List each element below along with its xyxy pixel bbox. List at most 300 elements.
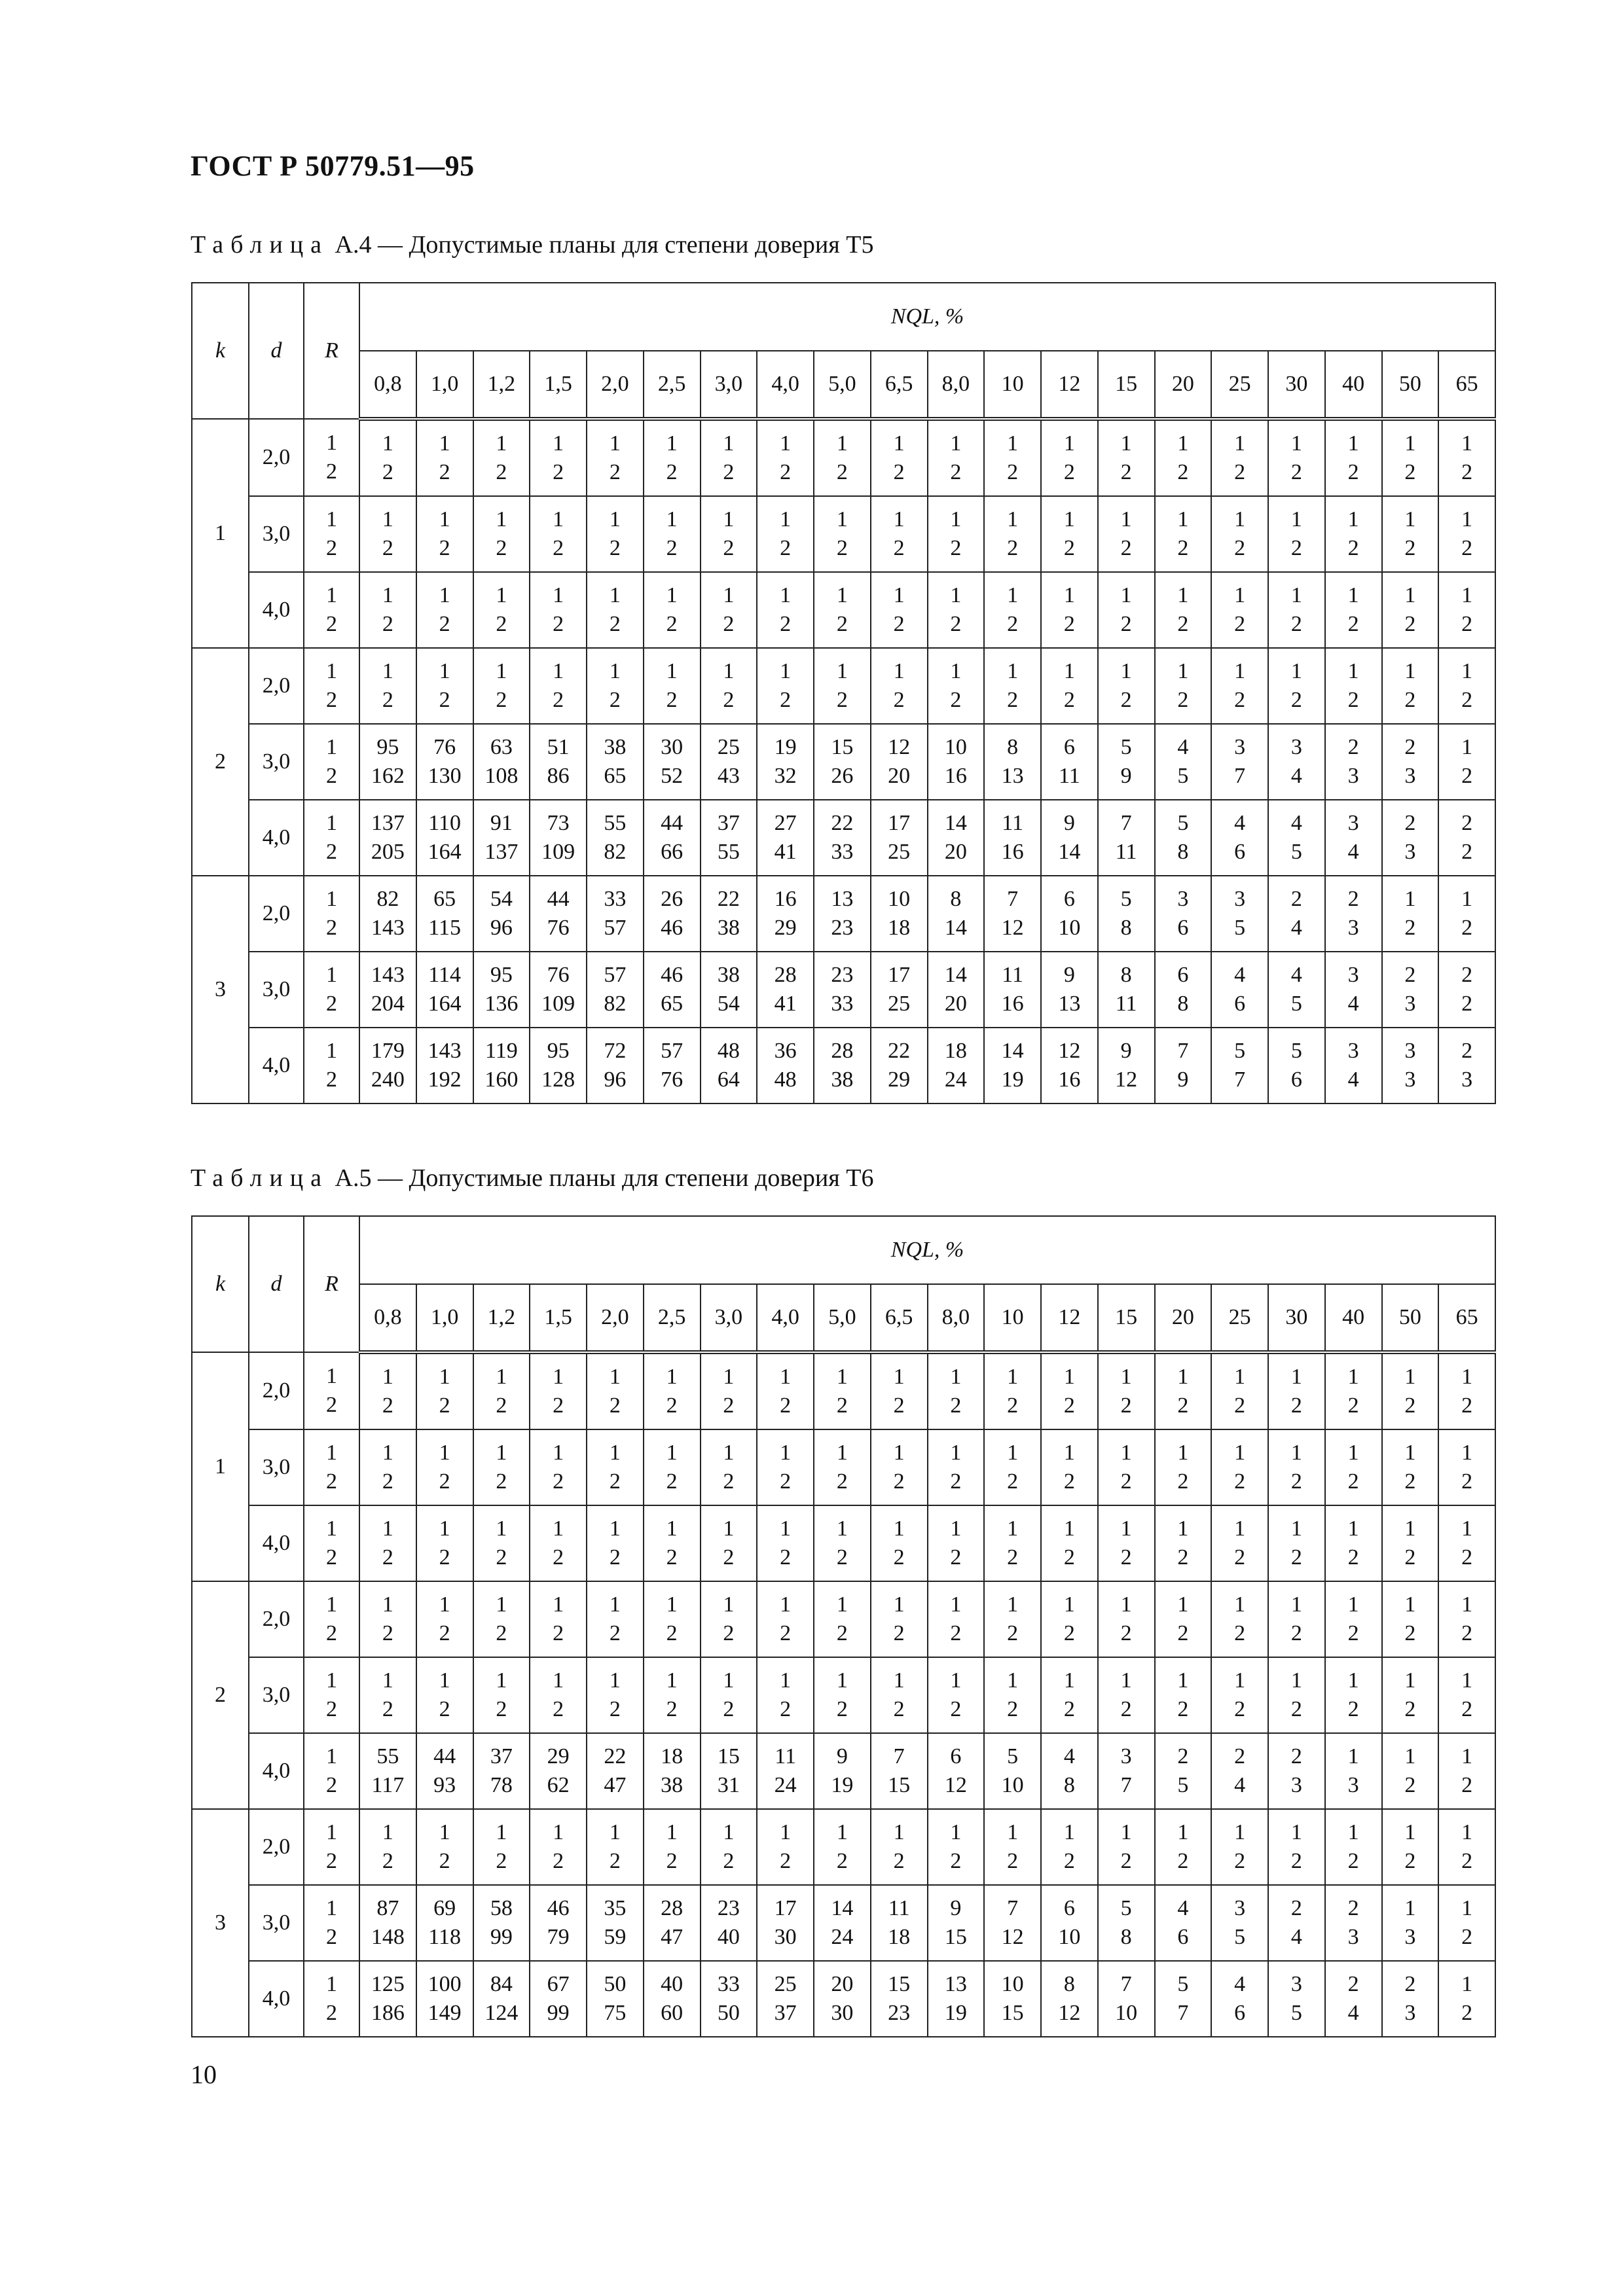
plan-cell bbox=[871, 1657, 928, 1733]
plan-cell-top: 37 bbox=[717, 811, 740, 835]
r-bottom: 2 bbox=[326, 1469, 337, 1494]
nql-value-header: 1,5 bbox=[530, 1284, 587, 1352]
plan-cell-top: 1 bbox=[1461, 1820, 1473, 1844]
plan-cell bbox=[644, 1028, 701, 1103]
plan-cell-top: 19 bbox=[774, 735, 797, 759]
plan-cell bbox=[1041, 1961, 1098, 2037]
plan-cell-top: 1 bbox=[1347, 1592, 1359, 1617]
plan-cell bbox=[587, 800, 644, 876]
plan-cell-bottom: 2 bbox=[1234, 1697, 1246, 1721]
plan-cell-bottom: 2 bbox=[496, 1697, 507, 1721]
plan-cell bbox=[587, 876, 644, 952]
plan-cell bbox=[530, 1352, 587, 1429]
r-cell bbox=[304, 1581, 359, 1657]
plan-cell bbox=[928, 724, 985, 800]
plan-cell-top: 1 bbox=[1290, 1365, 1302, 1389]
table-row bbox=[192, 800, 1495, 876]
plan-cell-bottom: 204 bbox=[371, 992, 405, 1016]
plan-cell-top: 1 bbox=[1461, 887, 1473, 911]
plan-cell-top: 1 bbox=[496, 583, 507, 607]
plan-cell bbox=[814, 876, 871, 952]
plan-cell bbox=[644, 419, 701, 496]
plan-cell-top: 3 bbox=[1347, 811, 1359, 835]
plan-cell bbox=[1382, 1657, 1439, 1733]
plan-cell bbox=[1098, 1028, 1155, 1103]
plan-cell-top: 13 bbox=[944, 1972, 967, 1996]
plan-cell-top: 1 bbox=[553, 1668, 564, 1693]
plan-cell bbox=[814, 1657, 871, 1733]
plan-cell-top: 1 bbox=[1404, 1820, 1416, 1844]
plan-cell bbox=[984, 1581, 1041, 1657]
plan-cell-bottom: 4 bbox=[1290, 1925, 1302, 1949]
plan-cell-bottom: 3 bbox=[1347, 1925, 1359, 1949]
plan-cell bbox=[1041, 1581, 1098, 1657]
plan-cell bbox=[359, 1809, 416, 1885]
plan-cell bbox=[1268, 1657, 1325, 1733]
plan-cell bbox=[530, 1809, 587, 1885]
plan-cell-top: 1 bbox=[666, 659, 678, 683]
d-cell: 2,0 bbox=[249, 1809, 304, 1885]
plan-cell bbox=[359, 419, 416, 496]
plan-cell bbox=[1098, 952, 1155, 1028]
plan-cell-bottom: 2 bbox=[666, 1697, 678, 1721]
plan-cell-top: 1 bbox=[1404, 1516, 1416, 1541]
plan-cell bbox=[1268, 876, 1325, 952]
plan-cell-bottom: 11 bbox=[1115, 992, 1137, 1016]
plan-cell-bottom: 20 bbox=[888, 764, 911, 788]
plan-cell-bottom: 2 bbox=[496, 612, 507, 636]
plan-cell-top: 1 bbox=[553, 431, 564, 456]
plan-cell bbox=[473, 876, 530, 952]
plan-cell-top: 1 bbox=[1404, 1592, 1416, 1617]
plan-cell bbox=[416, 876, 473, 952]
plan-cell-top: 1 bbox=[1461, 1516, 1473, 1541]
plan-cell-bottom: 2 bbox=[1347, 612, 1359, 636]
plan-cell-bottom: 2 bbox=[382, 1849, 393, 1873]
r-bottom: 2 bbox=[326, 1067, 337, 1092]
plan-cell bbox=[587, 496, 644, 572]
plan-cell bbox=[1438, 1733, 1495, 1809]
plan-cell bbox=[530, 1505, 587, 1581]
plan-cell-bottom: 8 bbox=[1120, 1925, 1132, 1949]
plan-cell-bottom: 2 bbox=[1290, 1469, 1302, 1494]
plan-cell-bottom: 2 bbox=[1177, 1621, 1189, 1645]
plan-cell bbox=[1155, 648, 1212, 724]
plan-cell-bottom: 19 bbox=[1001, 1067, 1024, 1092]
plan-cell bbox=[1382, 1885, 1439, 1961]
plan-cell bbox=[1098, 496, 1155, 572]
plan-cell-top: 1 bbox=[609, 659, 621, 683]
page-number: 10 bbox=[191, 2060, 217, 2089]
plan-cell-top: 1 bbox=[382, 507, 393, 531]
plan-cell bbox=[530, 952, 587, 1028]
plan-cell bbox=[928, 1028, 985, 1103]
plan-cell-bottom: 2 bbox=[496, 1621, 507, 1645]
plan-cell bbox=[1438, 419, 1495, 496]
plan-cell-top: 9 bbox=[1063, 811, 1075, 835]
nql-value-header: 10 bbox=[984, 351, 1041, 419]
plan-cell bbox=[473, 1885, 530, 1961]
d-cell: 4,0 bbox=[249, 1505, 304, 1581]
plan-cell bbox=[473, 1733, 530, 1809]
plan-cell-bottom: 2 bbox=[666, 612, 678, 636]
plan-cell-bottom: 2 bbox=[609, 1545, 621, 1570]
plan-cell-top: 1 bbox=[609, 583, 621, 607]
plan-cell-top: 1 bbox=[780, 583, 792, 607]
plan-cell bbox=[473, 1961, 530, 2037]
table-row bbox=[192, 1352, 1495, 1429]
plan-cell-bottom: 25 bbox=[888, 840, 911, 864]
nql-value-header: 5,0 bbox=[814, 351, 871, 419]
plan-cell-top: 1 bbox=[780, 1365, 792, 1389]
plan-cell-top: 1 bbox=[1007, 1516, 1019, 1541]
plan-cell-top: 1 bbox=[553, 659, 564, 683]
nql-value-header: 0,8 bbox=[359, 351, 416, 419]
plan-cell-top: 1 bbox=[496, 1365, 507, 1389]
plan-cell-top: 1 bbox=[496, 1668, 507, 1693]
plan-cell-top: 44 bbox=[433, 1744, 456, 1768]
plan-cell bbox=[1438, 1581, 1495, 1657]
plan-cell-bottom: 5 bbox=[1290, 840, 1302, 864]
plan-cell-bottom: 2 bbox=[439, 1621, 450, 1645]
plan-cell bbox=[928, 419, 985, 496]
plan-cell-bottom: 6 bbox=[1177, 1925, 1189, 1949]
plan-cell-bottom: 2 bbox=[1120, 1849, 1132, 1873]
plan-cell-top: 1 bbox=[1404, 1668, 1416, 1693]
r-cell bbox=[304, 419, 359, 496]
plan-cell bbox=[1325, 952, 1382, 1028]
r-bottom: 2 bbox=[326, 916, 337, 940]
plan-cell-top: 1 bbox=[666, 583, 678, 607]
r-top: 1 bbox=[326, 811, 337, 835]
plan-cell-bottom: 2 bbox=[553, 536, 564, 560]
plan-cell-bottom: 2 bbox=[666, 536, 678, 560]
plan-cell-top: 11 bbox=[775, 1744, 796, 1768]
plan-cell bbox=[1211, 648, 1268, 724]
nql-value-header: 12 bbox=[1041, 1284, 1098, 1352]
plan-cell-top: 1 bbox=[836, 1516, 848, 1541]
plan-cell-bottom: 10 bbox=[1058, 916, 1081, 940]
plan-cell-bottom: 2 bbox=[723, 536, 735, 560]
plan-cell-bottom: 31 bbox=[717, 1773, 740, 1797]
plan-cell-bottom: 2 bbox=[439, 460, 450, 484]
plan-cell-bottom: 5 bbox=[1290, 992, 1302, 1016]
r-bottom: 2 bbox=[326, 1773, 337, 1797]
plan-cell-bottom: 46 bbox=[661, 916, 684, 940]
plan-cell bbox=[757, 1657, 814, 1733]
plan-cell-top: 2 bbox=[1290, 887, 1302, 911]
plan-cell-bottom: 2 bbox=[836, 688, 848, 712]
plan-cell-top: 1 bbox=[1290, 1820, 1302, 1844]
plan-cell-top: 125 bbox=[371, 1972, 405, 1996]
plan-cell bbox=[587, 1505, 644, 1581]
plan-cell-bottom: 2 bbox=[1007, 688, 1019, 712]
plan-cell-bottom: 2 bbox=[893, 1849, 905, 1873]
r-cell bbox=[304, 648, 359, 724]
plan-cell-bottom: 75 bbox=[604, 2001, 627, 2025]
plan-cell bbox=[587, 1028, 644, 1103]
plan-cell-top: 1 bbox=[1120, 1441, 1132, 1465]
plan-cell-bottom: 2 bbox=[1063, 1697, 1075, 1721]
plan-cell-bottom: 32 bbox=[774, 764, 797, 788]
plan-cell bbox=[530, 419, 587, 496]
plan-cell-bottom: 4 bbox=[1347, 2001, 1359, 2025]
plan-cell bbox=[1268, 1505, 1325, 1581]
plan-cell-top: 1 bbox=[950, 1516, 962, 1541]
plan-cell-bottom: 3 bbox=[1461, 1067, 1473, 1092]
header-d: d bbox=[249, 283, 304, 419]
plan-cell-bottom: 2 bbox=[836, 1849, 848, 1873]
plan-cell bbox=[871, 1733, 928, 1809]
plan-cell-bottom: 2 bbox=[1063, 612, 1075, 636]
plan-cell-top: 1 bbox=[1007, 507, 1019, 531]
plan-cell-top: 1 bbox=[1347, 1365, 1359, 1389]
plan-cell-top: 1 bbox=[666, 1441, 678, 1465]
plan-cell bbox=[473, 1028, 530, 1103]
r-cell bbox=[304, 572, 359, 648]
plan-cell bbox=[1098, 724, 1155, 800]
plan-cell-bottom: 2 bbox=[1347, 1621, 1359, 1645]
plan-cell-top: 1 bbox=[893, 507, 905, 531]
nql-value-header: 65 bbox=[1438, 351, 1495, 419]
plan-cell-bottom: 2 bbox=[1290, 1393, 1302, 1418]
plan-cell-top: 1 bbox=[1461, 1972, 1473, 1996]
plan-cell bbox=[359, 1961, 416, 2037]
nql-value-header: 6,5 bbox=[871, 351, 928, 419]
header-nql: NQL, % bbox=[359, 283, 1495, 351]
plan-cell-bottom: 3 bbox=[1404, 764, 1416, 788]
plan-cell bbox=[1041, 1028, 1098, 1103]
plan-cell-top: 1 bbox=[553, 1592, 564, 1617]
plan-cell-top: 1 bbox=[1347, 431, 1359, 456]
plan-cell-top: 82 bbox=[376, 887, 399, 911]
plan-cell bbox=[416, 572, 473, 648]
plan-cell-top: 5 bbox=[1120, 735, 1132, 759]
plan-cell-top: 110 bbox=[428, 811, 461, 835]
plan-cell bbox=[416, 1885, 473, 1961]
plan-cell bbox=[814, 952, 871, 1028]
plan-cell bbox=[1382, 1028, 1439, 1103]
plan-cell-bottom: 2 bbox=[439, 1393, 450, 1418]
plan-cell bbox=[1098, 876, 1155, 952]
plan-cell-bottom: 2 bbox=[950, 536, 962, 560]
plan-cell-top: 1 bbox=[382, 583, 393, 607]
plan-cell-bottom: 2 bbox=[1234, 1621, 1246, 1645]
plan-cell-top: 7 bbox=[1007, 1896, 1019, 1920]
plan-cell-bottom: 3 bbox=[1347, 1773, 1359, 1797]
plan-cell-bottom: 2 bbox=[836, 1545, 848, 1570]
plan-cell bbox=[1155, 800, 1212, 876]
plan-cell-bottom: 2 bbox=[780, 1621, 792, 1645]
plan-cell bbox=[928, 1961, 985, 2037]
plan-cell-top: 1 bbox=[1290, 1592, 1302, 1617]
plan-cell bbox=[473, 648, 530, 724]
plan-cell bbox=[473, 1352, 530, 1429]
r-top: 1 bbox=[326, 963, 337, 987]
plan-cell-top: 1 bbox=[723, 1820, 735, 1844]
plan-cell bbox=[1155, 1505, 1212, 1581]
plan-cell-top: 8 bbox=[950, 887, 962, 911]
plan-cell-bottom: 2 bbox=[1347, 688, 1359, 712]
d-cell: 2,0 bbox=[249, 876, 304, 952]
plan-cell-top: 22 bbox=[888, 1039, 911, 1063]
plan-cell bbox=[1382, 1429, 1439, 1505]
plan-cell bbox=[1325, 1028, 1382, 1103]
plan-cell-bottom: 2 bbox=[893, 1469, 905, 1494]
plan-cell bbox=[416, 800, 473, 876]
plan-cell bbox=[1438, 952, 1495, 1028]
plan-cell-bottom: 192 bbox=[428, 1067, 462, 1092]
plan-cell-bottom: 2 bbox=[609, 612, 621, 636]
plan-cell-bottom: 2 bbox=[723, 1545, 735, 1570]
plan-cell-top: 76 bbox=[433, 735, 456, 759]
plan-cell-bottom: 2 bbox=[1461, 1469, 1473, 1494]
plan-cell-bottom: 2 bbox=[1007, 1621, 1019, 1645]
plan-cell-bottom: 2 bbox=[1007, 1393, 1019, 1418]
plan-cell bbox=[1382, 1581, 1439, 1657]
r-top: 1 bbox=[326, 887, 337, 911]
plan-cell-top: 1 bbox=[496, 1592, 507, 1617]
plan-cell bbox=[1382, 800, 1439, 876]
plan-cell bbox=[1438, 1505, 1495, 1581]
plan-cell-top: 1 bbox=[1177, 1365, 1189, 1389]
plan-cell-top: 2 bbox=[1347, 1972, 1359, 1996]
plan-cell-top: 2 bbox=[1404, 963, 1416, 987]
header-r: R bbox=[304, 1216, 359, 1352]
plan-cell-bottom: 2 bbox=[382, 1621, 393, 1645]
plan-cell-bottom: 2 bbox=[1461, 1849, 1473, 1873]
plan-cell bbox=[1325, 1429, 1382, 1505]
plan-cell-bottom: 118 bbox=[428, 1925, 461, 1949]
plan-cell bbox=[1382, 724, 1439, 800]
plan-cell-bottom: 2 bbox=[382, 1545, 393, 1570]
plan-cell-bottom: 2 bbox=[1461, 536, 1473, 560]
plan-cell bbox=[1268, 1733, 1325, 1809]
nql-value-header: 20 bbox=[1155, 351, 1212, 419]
plan-cell bbox=[871, 572, 928, 648]
plan-cell bbox=[1325, 1581, 1382, 1657]
plan-cell bbox=[1041, 800, 1098, 876]
plan-cell bbox=[359, 1581, 416, 1657]
plan-cell bbox=[1155, 1028, 1212, 1103]
plan-cell bbox=[814, 572, 871, 648]
plan-cell-bottom: 2 bbox=[1063, 1849, 1075, 1873]
plan-cell bbox=[1098, 1429, 1155, 1505]
plan-cell bbox=[359, 724, 416, 800]
r-cell bbox=[304, 1028, 359, 1103]
plan-cell-bottom: 2 bbox=[1404, 1545, 1416, 1570]
plan-cell-top: 72 bbox=[604, 1039, 627, 1063]
nql-value-header: 30 bbox=[1268, 351, 1325, 419]
plan-cell-top: 33 bbox=[717, 1972, 740, 1996]
plan-cell-top: 1 bbox=[893, 1516, 905, 1541]
plan-cell-top: 76 bbox=[547, 963, 570, 987]
plan-cell bbox=[1155, 724, 1212, 800]
plan-cell-top: 1 bbox=[1007, 1820, 1019, 1844]
plan-cell-top: 3 bbox=[1120, 1744, 1132, 1768]
plan-cell-bottom: 2 bbox=[1347, 1545, 1359, 1570]
plan-cell-top: 1 bbox=[1120, 1365, 1132, 1389]
plan-cell-top: 1 bbox=[382, 659, 393, 683]
plan-cell bbox=[1325, 1885, 1382, 1961]
nql-value-header: 2,5 bbox=[644, 1284, 701, 1352]
plan-cell-top: 65 bbox=[433, 887, 456, 911]
plan-cell-bottom: 2 bbox=[1177, 1697, 1189, 1721]
d-cell: 3,0 bbox=[249, 496, 304, 572]
r-cell bbox=[304, 1733, 359, 1809]
plan-cell bbox=[359, 648, 416, 724]
plan-cell-top: 1 bbox=[780, 1820, 792, 1844]
plan-cell bbox=[984, 1961, 1041, 2037]
plan-cell bbox=[1325, 648, 1382, 724]
r-cell bbox=[304, 800, 359, 876]
plan-cell-bottom: 2 bbox=[609, 1621, 621, 1645]
plan-cell-top: 1 bbox=[666, 1668, 678, 1693]
plan-cell-bottom: 29 bbox=[774, 916, 797, 940]
plan-cell-bottom: 149 bbox=[428, 2001, 462, 2025]
plan-cell-top: 1 bbox=[439, 1592, 450, 1617]
d-cell: 4,0 bbox=[249, 1028, 304, 1103]
plan-cell bbox=[530, 1581, 587, 1657]
plan-cell-top: 1 bbox=[1404, 583, 1416, 607]
plan-cell-bottom: 3 bbox=[1404, 1067, 1416, 1092]
plan-cell bbox=[416, 1961, 473, 2037]
plan-cell-top: 8 bbox=[1007, 735, 1019, 759]
plan-cell bbox=[701, 800, 757, 876]
plan-cell bbox=[1382, 876, 1439, 952]
plan-cell bbox=[1438, 724, 1495, 800]
plan-cell bbox=[1382, 1809, 1439, 1885]
plan-cell-bottom: 2 bbox=[950, 688, 962, 712]
plan-cell-bottom: 3 bbox=[1404, 840, 1416, 864]
plan-cell-top: 1 bbox=[1120, 507, 1132, 531]
plan-cell-bottom: 2 bbox=[1290, 612, 1302, 636]
plan-cell-top: 1 bbox=[1177, 1820, 1189, 1844]
plan-cell bbox=[1325, 496, 1382, 572]
plan-cell-top: 14 bbox=[1001, 1039, 1024, 1063]
nql-value-header: 8,0 bbox=[928, 351, 985, 419]
plan-cell-top: 57 bbox=[604, 963, 627, 987]
plan-cell bbox=[1382, 572, 1439, 648]
plan-cell-bottom: 6 bbox=[1234, 840, 1246, 864]
plan-cell-top: 7 bbox=[1120, 811, 1132, 835]
plan-cell-top: 17 bbox=[774, 1896, 797, 1920]
plan-cell-bottom: 33 bbox=[831, 840, 854, 864]
plan-cell bbox=[1098, 1809, 1155, 1885]
plan-cell-bottom: 115 bbox=[428, 916, 461, 940]
plan-cell-bottom: 2 bbox=[1404, 1621, 1416, 1645]
plan-cell-bottom: 4 bbox=[1234, 1773, 1246, 1797]
plan-cell bbox=[984, 1028, 1041, 1103]
plan-cell-top: 2 bbox=[1177, 1744, 1189, 1768]
plan-cell-top: 63 bbox=[490, 735, 513, 759]
plan-cell-top: 1 bbox=[950, 1592, 962, 1617]
plan-cell-bottom: 15 bbox=[888, 1773, 911, 1797]
plan-cell bbox=[814, 1961, 871, 2037]
plan-cell bbox=[1211, 1733, 1268, 1809]
plan-cell-bottom: 205 bbox=[371, 840, 405, 864]
plan-cell bbox=[1438, 648, 1495, 724]
plan-cell bbox=[644, 1429, 701, 1505]
plan-cell bbox=[1268, 1809, 1325, 1885]
plan-cell-top: 1 bbox=[1347, 583, 1359, 607]
plan-cell-bottom: 2 bbox=[609, 1697, 621, 1721]
plan-cell-top: 95 bbox=[490, 963, 513, 987]
plan-cell-top: 22 bbox=[831, 811, 854, 835]
plan-cell-top: 2 bbox=[1347, 735, 1359, 759]
plan-cell-top: 1 bbox=[382, 1820, 393, 1844]
plan-cell-bottom: 2 bbox=[780, 460, 792, 484]
